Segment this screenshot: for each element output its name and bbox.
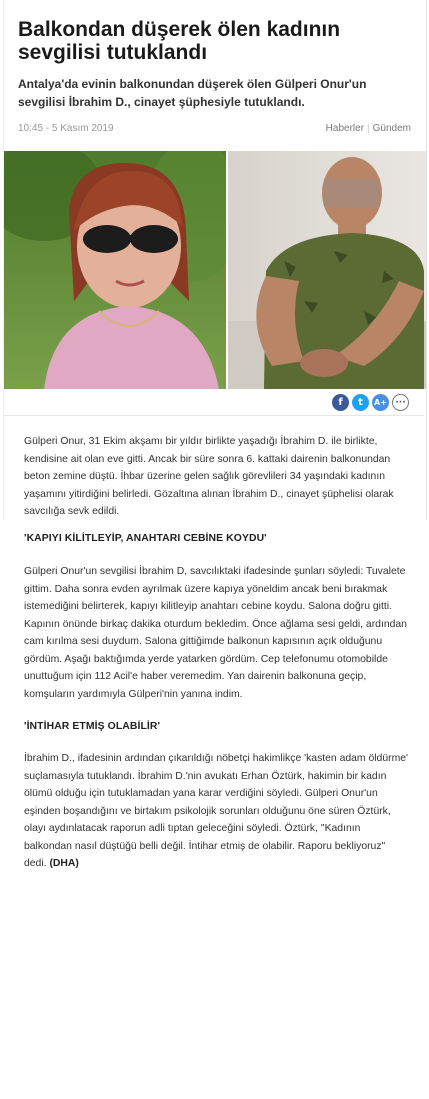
article-paragraph: Gülperi Onur, 31 Ekim akşamı bir yıldır birlikte yaşadığı İbrahim D. ile birlikte, kendisine ait olan eve gitti. Ancak bir süre sonra 6. kattaki dairenin balkonundan beton zemine düştü. İhbar üzerine gelen sağlık görevlileri 34 yaşındaki kadının yaşamını yitirdiğini belirledi. Gözaltına alınan İbrahim D., cinayet şüphelisi olarak savcılığa sevk edildi. <box>24 436 394 517</box>
section-heading: 'KAPIYI KİLİTLEYİP, ANAHTARI CEBİNE KOYDU' <box>24 533 267 544</box>
more-options-button[interactable]: ··· <box>392 394 409 411</box>
article-spot: Antalya'da evinin balkonundan düşerek ölen Gülperi Onur'un sevgilisi İbrahim D., cinayet şüphesiyle tutuklandı. <box>18 77 367 109</box>
article-paragraph: Gülperi Onur'un sevgilisi İbrahim D, savcılıktaki ifadesinde şunları söyledi: Tuvalete gittim. Daha sonra evden ayrılmak üzere kapıya yöneldim ancak beni bırakmak istemediğini belirterek, kapıyı kilitleyip anahtarı cebine koydu. Salona doğru gitti. Kapının önünde birkaç dakika oturdum bekledim. Önce ağlama sesi geldi, ardından cam kırılma sesi duydum. Salona gittiğimde balkonun kapısının açık olduğunu gördüm. Aşağı baktığımda yerde yatarken gördüm. Cep telefonumu otomobilde unuttuğum için 112 Acil'e haber veremedim. Yan dairenin balkonuna geçip, komşuların yardımıyla Gülperi'nin yanına indim. <box>24 566 407 700</box>
photo-collage-image <box>4 151 426 389</box>
divider <box>4 415 424 416</box>
article-title: Balkondan düşerek ölen kadının sevgilisi tutuklandı <box>18 18 341 64</box>
category-links <box>326 123 411 134</box>
article-paragraph <box>24 750 409 873</box>
article-photo <box>4 151 426 389</box>
facebook-share-button[interactable]: f <box>332 394 349 411</box>
article-date: 10:45 - 5 Kasım 2019 <box>18 123 114 134</box>
share-bar <box>332 394 409 412</box>
article-paragraph-text: İbrahim D., ifadesinin ardından çıkarıldığı nöbetçi hakimlikçe 'kasten adam öldürme' suçlamasıyla tutuklandı. İbrahim D.'nin avukatı Erhan Öztürk, hakimin bir kadın ölümü olduğu için tutuklamadan yana karar verdiğini söyledi. Gülperi Onur'un eşinden boşandığını ve birtakım psikolojik sorunları olduğunu öne süren Öztürk, olayı aydınlatacak raporun adli tıptan geleceğini söyledi. Öztürk, "Kadının balkondan nasıl düştüğü belli değil. İntihar etmiş de olabilir. Raporu bekliyoruz" dedi. <box>24 753 408 869</box>
category-separator: | <box>367 123 370 134</box>
twitter-share-button[interactable]: t <box>352 394 369 411</box>
category-link-gundem[interactable]: Gündem <box>372 123 411 134</box>
font-size-button[interactable]: A+ <box>372 394 389 411</box>
section-heading: 'İNTİHAR ETMİŞ OLABİLİR' <box>24 721 161 732</box>
news-source: (DHA) <box>49 858 79 869</box>
category-link-haberler[interactable]: Haberler <box>325 123 365 134</box>
